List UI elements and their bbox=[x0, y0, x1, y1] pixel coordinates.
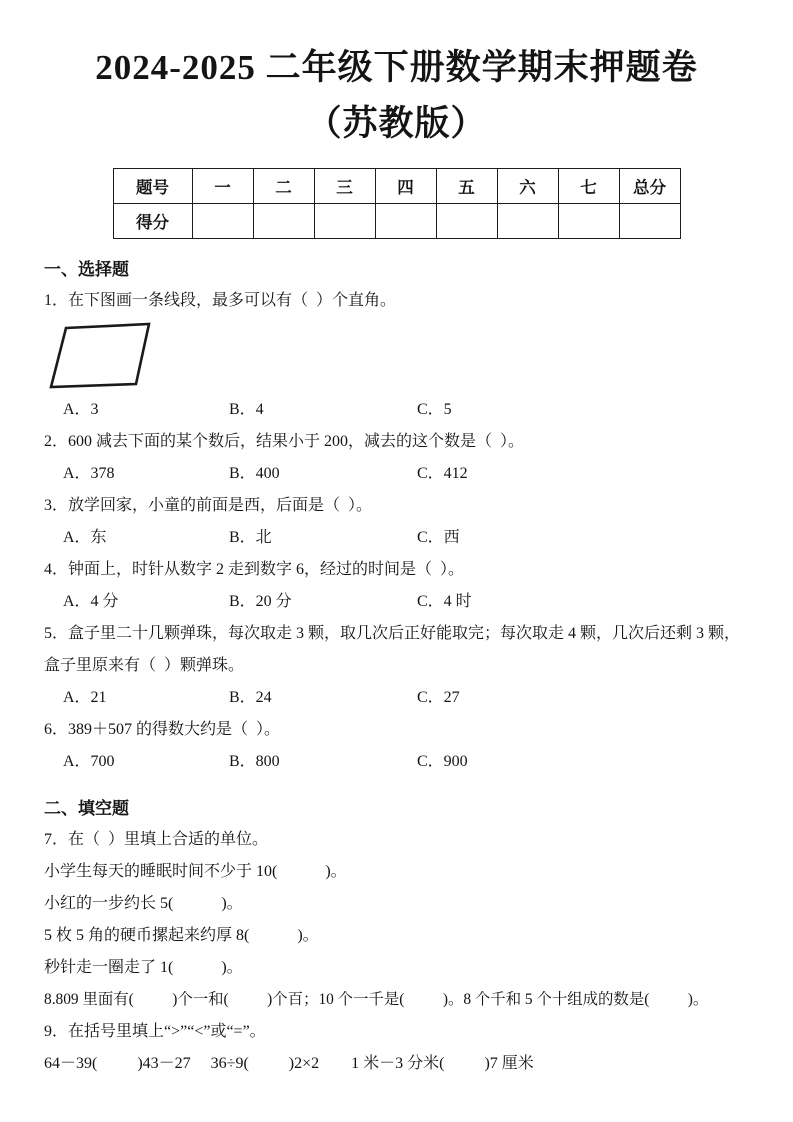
question-3-options bbox=[44, 522, 749, 554]
option-c: C．412 bbox=[417, 465, 468, 482]
question-5-options bbox=[44, 682, 749, 714]
score-cell bbox=[497, 204, 558, 239]
question-5: 5．盒子里二十几颗弹珠，每次取走 3 颗，取几次后正好能取完；每次取走 4 颗，几次后还剩 3 颗，盒子里原来有（ ）颗弹珠。 bbox=[44, 625, 741, 674]
question-6: 6．389＋507 的得数大约是（ ）。 bbox=[44, 721, 281, 738]
score-table-score-row bbox=[113, 204, 680, 239]
section-heading-fill: 二、填空题 bbox=[44, 799, 129, 818]
score-table bbox=[113, 168, 681, 239]
question-1-figure bbox=[46, 320, 749, 392]
option-b: B．北 bbox=[229, 529, 272, 546]
option-b: B．24 bbox=[229, 689, 272, 706]
option-a: A．21 bbox=[63, 689, 107, 706]
question-2: 2．600 减去下面的某个数后，结果小于 200，减去的这个数是（ ）。 bbox=[44, 433, 525, 450]
option-b: B．400 bbox=[229, 465, 280, 482]
exam-title bbox=[44, 40, 749, 152]
option-a: A．3 bbox=[63, 401, 99, 418]
score-cell bbox=[558, 204, 619, 239]
section-heading-choice: 一、选择题 bbox=[44, 260, 129, 279]
question-8: 8.809 里面有( )个一和( )个百；10 个一千是( )。8 个千和 5 个十组成的数是( )。 bbox=[44, 991, 709, 1008]
header-cell-section-6: 六 bbox=[497, 169, 558, 204]
question-9: 9．在括号里填上“>”“<”或“=”。 bbox=[44, 1023, 266, 1040]
option-a: A．4 分 bbox=[63, 593, 119, 610]
header-cell-section-4: 四 bbox=[375, 169, 436, 204]
exam-title-line1: 2024-2025 二年级下册数学期末押题卷 bbox=[95, 48, 698, 87]
header-cell-total: 总分 bbox=[619, 169, 680, 204]
score-cell bbox=[375, 204, 436, 239]
question-4: 4．钟面上，时针从数字 2 走到数字 6，经过的时间是（ ）。 bbox=[44, 561, 465, 578]
option-b: B．4 bbox=[229, 401, 264, 418]
option-b: B．800 bbox=[229, 753, 280, 770]
option-c: C．5 bbox=[417, 401, 452, 418]
score-cell bbox=[619, 204, 680, 239]
option-c: C．西 bbox=[417, 529, 460, 546]
header-cell-section-3: 三 bbox=[314, 169, 375, 204]
score-cell bbox=[436, 204, 497, 239]
question-7-blank-line-1: 小学生每天的睡眠时间不少于 10( )。 bbox=[44, 863, 347, 880]
question-7-blank-line-2: 小红的一步约长 5( )。 bbox=[44, 895, 243, 912]
score-label-cell: 得分 bbox=[113, 204, 192, 239]
option-a: A．378 bbox=[63, 465, 115, 482]
question-4-options bbox=[44, 586, 749, 618]
question-7-blank-line-4: 秒针走一圈走了 1( )。 bbox=[44, 959, 243, 976]
option-c: C．900 bbox=[417, 753, 468, 770]
question-9-compare-line: 64－39( )43－27 36÷9( )2×2 1 米－3 分米( )7 厘米 bbox=[44, 1055, 534, 1072]
score-cell bbox=[192, 204, 253, 239]
option-c: C．4 时 bbox=[417, 593, 472, 610]
question-7-blank-line-3: 5 枚 5 角的硬币摞起来约厚 8( )。 bbox=[44, 927, 319, 944]
question-3: 3．放学回家，小童的前面是西，后面是（ ）。 bbox=[44, 497, 373, 514]
question-1-options bbox=[44, 394, 749, 426]
question-2-options bbox=[44, 458, 749, 490]
header-cell-section-7: 七 bbox=[558, 169, 619, 204]
parallelogram-figure bbox=[46, 320, 154, 392]
header-cell-section-1: 一 bbox=[192, 169, 253, 204]
header-cell-question-number: 题号 bbox=[113, 169, 192, 204]
exam-title-line2: （苏教版） bbox=[306, 104, 487, 143]
header-cell-section-2: 二 bbox=[253, 169, 314, 204]
question-1: 1．在下图画一条线段，最多可以有（ ）个直角。 bbox=[44, 292, 397, 309]
question-6-options bbox=[44, 746, 749, 778]
option-a: A．700 bbox=[63, 753, 115, 770]
score-cell bbox=[253, 204, 314, 239]
question-7: 7．在（ ）里填上合适的单位。 bbox=[44, 831, 269, 848]
header-cell-section-5: 五 bbox=[436, 169, 497, 204]
option-c: C．27 bbox=[417, 689, 460, 706]
score-table-header-row bbox=[113, 169, 680, 204]
option-b: B．20 分 bbox=[229, 593, 292, 610]
option-a: A．东 bbox=[63, 529, 107, 546]
score-cell bbox=[314, 204, 375, 239]
